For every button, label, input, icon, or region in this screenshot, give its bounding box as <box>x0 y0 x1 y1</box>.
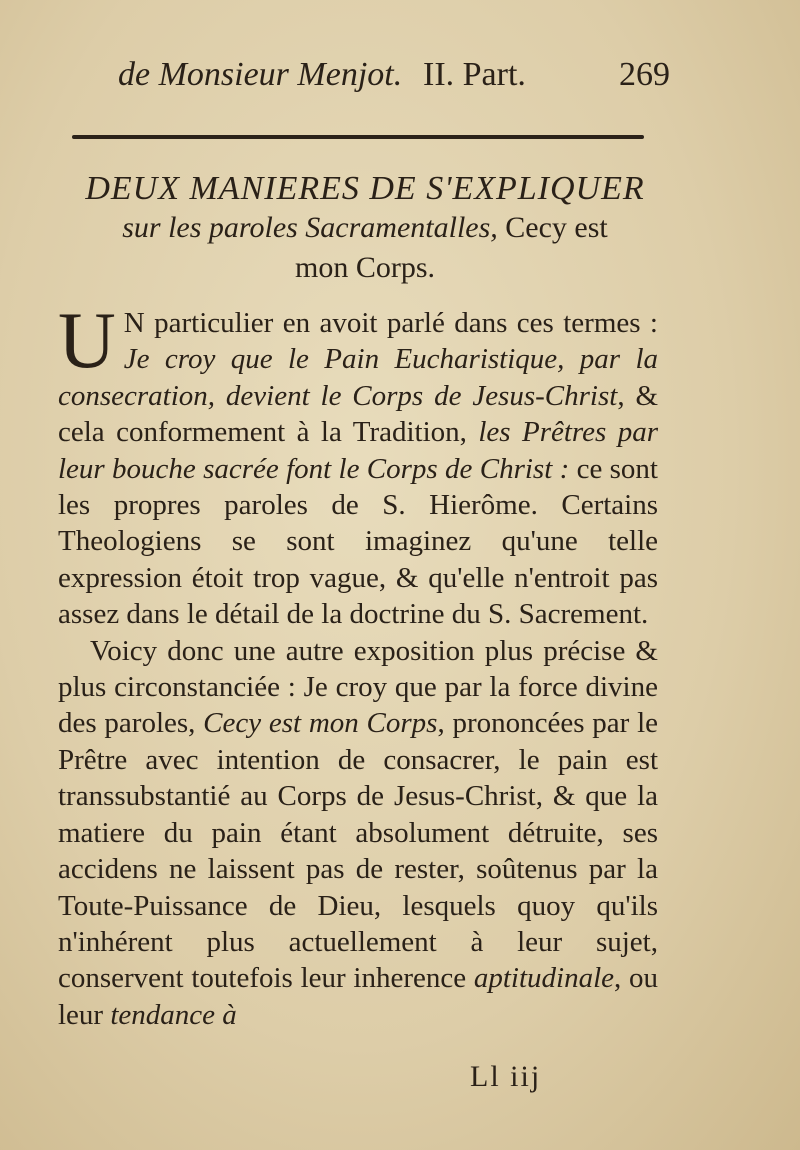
paragraph-1-italic-2: les Prêtres par leur bouche sacrée font le Corps de Christ : <box>58 416 658 485</box>
drop-cap: U <box>58 297 116 385</box>
running-header <box>118 56 678 106</box>
paragraph-1-italic-1: Je croy que le Pain Eucharistique, par la consecration, devient le Corps de Jesus-Christ <box>58 343 658 412</box>
paragraph-2 <box>58 633 658 1033</box>
paragraph-2-text-1: Voicy donc une autre exposition plus précise & plus circonstanciée : Je croy que par la force divine des paroles, <box>58 634 658 740</box>
running-title: de Monsieur Menjot. <box>118 56 403 93</box>
part-label: II. Part. <box>423 56 526 93</box>
title-line-3: mon Corps. <box>294 251 435 284</box>
paragraph-2-text-2: , prononcées par le Prêtre avec intention de consacrer, le pain est transsubstantié au Corps de Jesus-Christ, & que la matiere du pain étant absolument détruite, ses accidens ne laissent pas de rester, soûtenus par la Toute-Puissance de Dieu, lesquels quoy qu'ils n'inhérent plus actuellement à leur sujet, conservent toutefois leur inherence <box>58 707 659 995</box>
title-line-2 <box>60 208 670 248</box>
header-rule <box>72 135 644 139</box>
title-line-2-roman: Cecy est <box>505 211 608 244</box>
section-title <box>60 170 670 288</box>
paragraph-1 <box>58 297 658 633</box>
title-line-2-italic: sur les paroles Sacramentalles, <box>122 211 498 244</box>
paragraph-1-text-2: , & cela conformement à la Tradition, <box>58 379 658 449</box>
paragraph-2-italic-3: tendance à <box>110 998 237 1031</box>
paragraph-2-italic-2: aptitudinale <box>473 962 615 995</box>
page-number: 269 <box>619 56 670 93</box>
paragraph-2-text-3: , ou leur <box>58 962 659 1031</box>
body-text <box>58 297 659 1033</box>
signature-mark: Ll iij <box>470 1060 542 1093</box>
paragraph-1-text-1: N particulier en avoit parlé dans ces termes : <box>123 307 658 339</box>
paragraph-2-italic-1: Cecy est mon Corps <box>203 707 438 740</box>
paragraph-1-text-3: ce sont les propres paroles de S. Hierôme. Certains Theologiens se sont imaginez qu'une telle expression étoit trop vague, & qu'elle n'entroit pas assez dans le détail de la doctrine du S. Sacrement. <box>58 452 658 631</box>
title-line-1: DEUX MANIERES DE S'EXPLIQUER <box>85 170 645 207</box>
